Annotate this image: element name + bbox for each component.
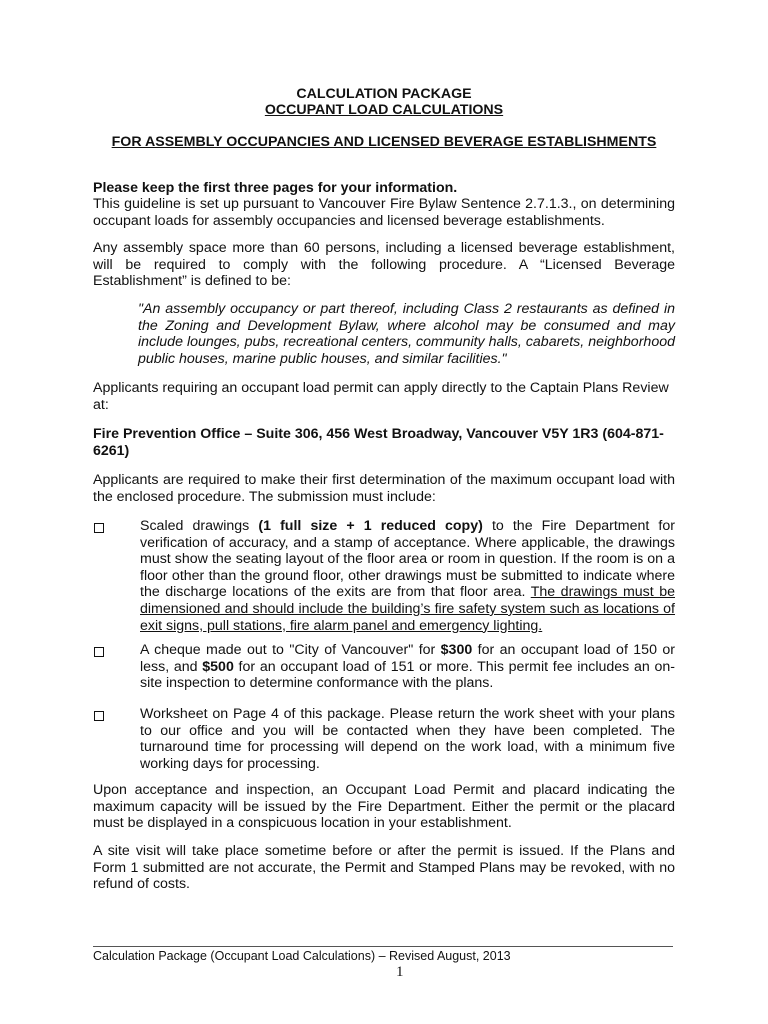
page-number: 1 [396,964,404,980]
acceptance-paragraph: Upon acceptance and inspection, an Occupant Load Permit and placard indicating the maximum capacity will be issued by the Fire Department. Either the permit or the placard must be displayed in a conspicuous location in your establishment. [93,782,675,832]
keep-pages-note: Please keep the first three pages for your information. [93,180,458,196]
apply-paragraph: Applicants requiring an occupant load permit can apply directly to the Captain Plans Review at: [93,380,669,413]
title-calculation-package: CALCULATION PACKAGE [296,86,472,102]
guideline-paragraph: This guideline is set up pursuant to Vancouver Fire Bylaw Sentence 2.7.1.3., on determining occupant loads for assembly occupancies and licensed beverage establishments. [93,196,675,229]
checkbox-cheque[interactable] [94,647,104,657]
item-cheque: A cheque made out to "City of Vancouver" for $300 for an occupant load of 150 or less, and $500 for an occupant load of 151 or more. This permit fee includes an on-site inspection to determine conformance with the plans. [140,642,675,692]
item-scaled-drawings: Scaled drawings (1 full size + 1 reduced copy) to the Fire Department for verification of accuracy, and a stamp of acceptance. Where applicable, the drawings must show the seating layout of the floor area or room in question. If the room is on a floor other than the ground floor, other drawings must be submitted to indicate where the discharge locations of the exits are from that floor area. The drawings must be dimensioned and should include the building’s fire safety system such as locations of exit signs, pull stations, fire alarm panel and emergency lighting. [140,518,675,634]
footer-rule [93,946,673,947]
footer-text: Calculation Package (Occupant Load Calculations) – Revised August, 2013 [93,949,511,963]
definition-quote: "An assembly occupancy or part thereof, including Class 2 restaurants as defined in the Zoning and Development Bylaw, where alcohol may be consumed and may include lounges, pubs, recreational centers, community halls, cabarets, neighborhood public houses, marine public houses, and similar facilities." [138,301,675,367]
item-worksheet: Worksheet on Page 4 of this package. Please return the work sheet with your plans to our office and you will be contacted when they have been completed. The turnaround time for processing will depend on the work load, with a minimum five working days for processing. [140,706,675,772]
checkbox-worksheet[interactable] [94,711,104,721]
title-occupant-load: OCCUPANT LOAD CALCULATIONS [264,102,504,118]
subtitle-assembly: FOR ASSEMBLY OCCUPANCIES AND LICENSED BEVERAGE ESTABLISHMENTS [111,134,657,150]
site-visit-paragraph: A site visit will take place sometime before or after the permit is issued. If the Plans and Form 1 submitted are not accurate, the Permit and Stamped Plans may be revoked, with no refund of costs. [93,843,675,893]
assembly-space-paragraph: Any assembly space more than 60 persons, including a licensed beverage establishment, will be required to comply with the following procedure. A “Licensed Beverage Establishment” is defined to be: [93,240,675,290]
checkbox-drawings[interactable] [94,523,104,533]
submission-paragraph: Applicants are required to make their first determination of the maximum occupant load with the enclosed procedure. The submission must include: [93,472,675,505]
office-address: Fire Prevention Office – Suite 306, 456 West Broadway, Vancouver V5Y 1R3 (604-871-6261) [93,426,664,459]
